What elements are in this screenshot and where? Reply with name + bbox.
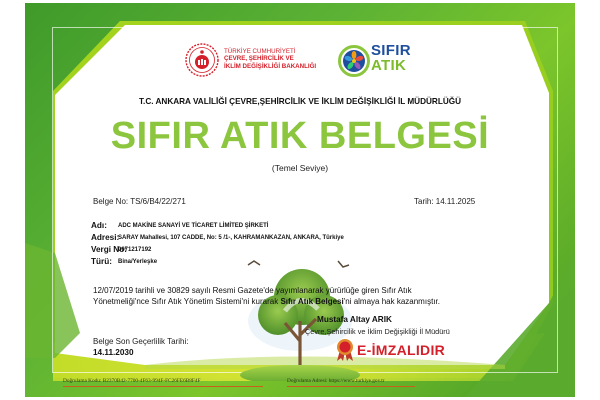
certificate [25,3,575,397]
paragraph-text-pre: Yönetmeliği'nce Sıfır Atık Yönetim Sistemi'ni kurarak [93,297,281,306]
ministry-line-1: TÜRKİYE CUMHURİYETİ [224,48,296,55]
document-date: Tarih: 14.11.2025 [414,197,476,206]
sifir-atik-wordmark [371,43,411,73]
document-number: Belge No: TS/6/B4/22/271 [93,197,186,206]
signer-name: Mustafa Altay ARIK [317,315,392,324]
verification-code: Doğrulama Kodu: B2370B42-7700-4F63-994F-FC26FE6B8F4F [63,378,201,384]
ministry-line-2: ÇEVRE, ŞEHİRCİLİK VE [224,55,294,63]
directorate-heading: T.C. ANKARA VALİLİĞİ ÇEVRE,ŞEHİRCİLİK VE İKLİM DEĞİŞİKLİĞİ İL MÜDÜRLÜĞÜ [138,97,462,106]
certificate-content [25,3,575,397]
ribbon-seal-icon [335,338,355,362]
paragraph-text-post: 'ni almaya hak kazanmıştır. [343,297,440,306]
certificate-paragraph-line-1: 12/07/2019 tarihli ve 30829 sayılı Resmi Gazete'de yayımlanarak yürürlüğe giren Sıfır Atık [93,286,412,295]
validity-label: Belge Son Geçerlilik Tarihi: [93,337,189,346]
certificate-level: (Temel Seviye) [271,163,329,173]
ministry-name [224,48,316,70]
certificate-paragraph-line-2 [93,297,440,306]
ministry-line-3: İKLİM DEĞİŞİKLİĞİ BAKANLIĞI [224,62,317,70]
verification-address: Doğrulama Adresi: https://www.turkiye.gov.tr [287,378,385,384]
info-label-name: Adı: [91,221,107,230]
sifir-word: SIFIR [371,42,411,59]
atik-word: ATIK [371,57,407,74]
info-value-type: Bina/Yerleşke [118,259,158,265]
info-label-tax-no: Vergi No: [91,245,127,254]
info-value-name: ADC MAKİNE SANAYİ VE TİCARET LİMİTED ŞİRKETİ [118,223,269,229]
validity-date: 14.11.2030 [93,348,134,357]
e-signed-label: E-İMZALIDIR [357,342,446,358]
paragraph-text-bold: Sıfır Atık Belgesi [280,297,344,306]
info-value-tax-no: 0071217192 [118,247,152,253]
info-value-address: SARAY Mahallesi, 107 CADDE, No: 5 /1-, KAHRAMANKAZAN, ANKARA, Türkiye [118,235,344,241]
signer-title: Çevre,Şehircilik ve İklim Değişikliği İl Müdürü [305,327,450,336]
info-label-type: Türü: [91,257,112,266]
info-label-address: Adresi: [91,233,120,242]
turkish-ministry-emblem-icon [185,43,219,77]
verification-code-underline [63,386,263,387]
verification-address-underline [287,386,415,387]
sifir-atik-flower-icon [338,45,370,77]
certificate-title: SIFIR ATIK BELGESİ [110,115,490,157]
